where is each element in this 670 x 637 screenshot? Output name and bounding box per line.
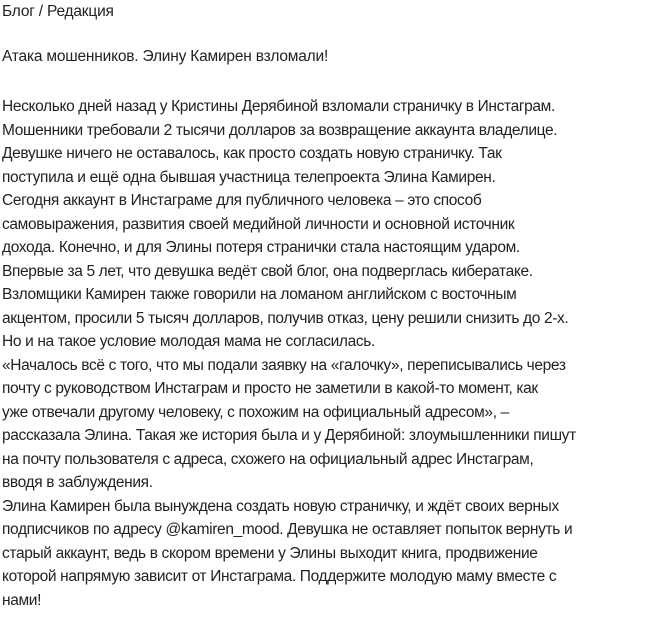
article-line: Сегодня аккаунт в Инстаграме для публичного человека – это способ [2,192,482,209]
article-line: дохода. Конечно, и для Элины потеря странички стала настоящим ударом. [2,239,520,256]
article-line: Элина Камирен была вынуждена создать новую страничку, и ждёт своих верных [2,497,559,515]
article-quote-line: уже отвечали другому человеку, с похожим на официальный адресом», – [2,403,509,421]
article-line: самовыражения, развития своей медийной личности и основной источник [2,215,515,233]
article-quote-line: «Началось всё с того, что мы подали заявку на «галочку», переписывались через [2,356,566,374]
article-quote-line: почту с руководством Инстаграм и просто не заметили в какой-то момент, как [2,380,538,397]
article-line: старый аккаунт, ведь в скором времени у Элины выходит книга, продвижение [2,544,538,562]
article-line: вводя в заблуждения. [2,474,153,491]
article-line: которой напрямую зависит от Инстаграма. Поддержите молодую маму вместе с [2,568,557,585]
article-line: нами! [2,591,42,609]
article-line: Мошенники требовали 2 тысячи долларов за возвращение аккаунта владелице. [2,121,558,139]
article-line: Но и на такое условие молодая мама не согласилась. [2,333,375,350]
article-line: поступила и ещё одна бывшая участница телепроекта Элина Камирен. [2,168,496,186]
article-line: Девушке ничего не оставалось, как просто создать новую страничку. Так [2,145,502,162]
article-line: акцентом, просили 5 тысяч долларов, получив отказ, цену решили снизить до 2-х. [2,309,569,327]
article-line: Взломщики Камирен также говорили на ломаном английском с восточным [2,286,517,303]
article-line: подписчиков по адресу @kamiren_mood. Девушка не оставляет попыток вернуть и [2,521,573,538]
article-title: Атака мошенников. Элину Камирен взломали! [2,48,329,65]
article-body [2,95,668,612]
article-line: Несколько дней назад у Кристины Дерябиной взломали страничку в Инстаграм. [2,98,555,115]
article-line: Впервые за 5 лет, что девушка ведёт свой блог, она подверглась кибератаке. [2,262,533,280]
breadcrumb[interactable]: Блог / Редакция [2,3,114,20]
article-line: рассказала Элина. Такая же история была и у Дерябиной: злоумышленники пишут [2,427,576,444]
article-line: на почту пользователя с адреса, схожего на официальный адрес Инстаграм, [2,450,534,468]
